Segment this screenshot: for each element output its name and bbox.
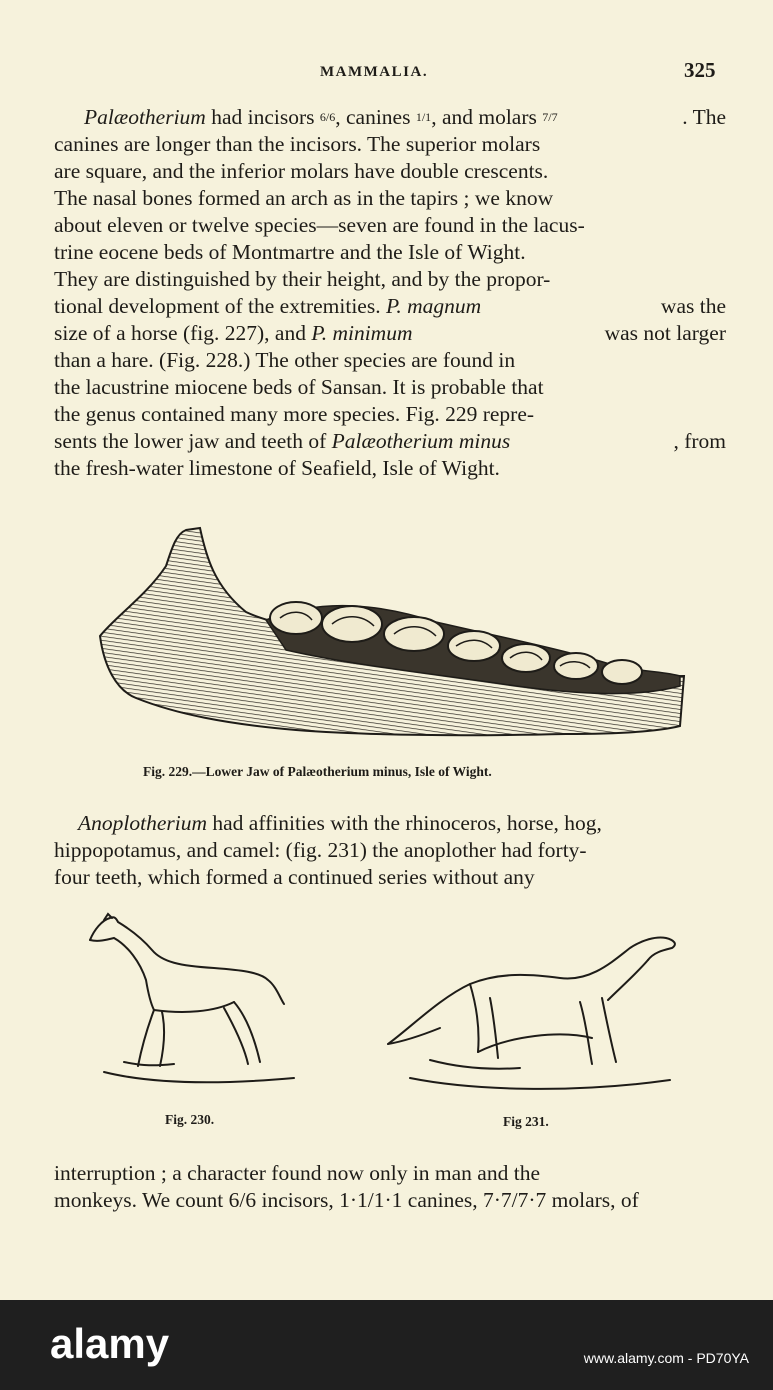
text-line bbox=[54, 320, 726, 347]
text-run: , canines bbox=[335, 105, 416, 129]
text-line: four teeth, which formed a continued series without any bbox=[54, 865, 535, 889]
running-head: MAMMALIA. bbox=[320, 64, 429, 80]
figure-caption: Fig. 230. bbox=[165, 1112, 215, 1127]
dental-formula: 1/1 bbox=[415, 110, 432, 124]
text-line: the fresh-water limestone of Seafield, Isle of Wight. bbox=[54, 456, 500, 480]
paragraph-palaeotherium bbox=[54, 104, 726, 482]
page-header bbox=[0, 58, 773, 86]
text-line bbox=[54, 293, 726, 320]
figure-caption: Fig. 229.—Lower Jaw of Palæotherium minus, Isle of Wight. bbox=[143, 764, 492, 779]
text-line: canines are longer than the incisors. The superior molars bbox=[54, 132, 541, 156]
text-run: , from bbox=[673, 429, 726, 453]
watermark-url: www.alamy.com - PD70YA bbox=[583, 1350, 749, 1366]
text-run: , and molars bbox=[431, 105, 543, 129]
dental-formula: 7/7 bbox=[542, 110, 558, 124]
animal-illustration-fig230 bbox=[84, 906, 298, 1096]
figure-caption: Fig 231. bbox=[503, 1114, 549, 1129]
text-line: They are distinguished by their height, and by the propor- bbox=[54, 267, 551, 291]
text-run: size of a horse (fig. 227), and bbox=[54, 321, 312, 345]
text-line: the genus contained many more species. Fig. 229 repre- bbox=[54, 402, 535, 426]
text-line bbox=[54, 104, 726, 131]
text-line: are square, and the inferior molars have double crescents. bbox=[54, 159, 549, 183]
text-line: hippopotamus, and camel: (fig. 231) the anoplother had forty- bbox=[54, 838, 587, 862]
svg-text:alamy: alamy bbox=[50, 1320, 170, 1367]
text-run: was not larger bbox=[604, 321, 726, 345]
text-line: trine eocene beds of Montmartre and the Isle of Wight. bbox=[54, 240, 526, 264]
text-line: monkeys. We count 6/6 incisors, 1·1/1·1 canines, 7·7/7·7 molars, of bbox=[54, 1188, 639, 1212]
text-run: tional development of the extremities. bbox=[54, 294, 386, 318]
text-line: about eleven or twelve species—seven are found in the lacus- bbox=[54, 213, 585, 237]
text-line: than a hare. (Fig. 228.) The other species are found in bbox=[54, 348, 516, 372]
animal-illustration-fig231 bbox=[380, 918, 682, 1098]
text-run: had affinities with the rhinoceros, horse, hog, bbox=[207, 811, 602, 835]
genus-name: Palæotherium bbox=[84, 105, 206, 129]
species-name: Palæotherium minus bbox=[331, 429, 511, 453]
text-run: sents the lower jaw and teeth of bbox=[54, 429, 332, 453]
text-run: had incisors bbox=[205, 105, 320, 129]
text-run: was the bbox=[660, 294, 726, 318]
alamy-logo bbox=[0, 1300, 773, 1390]
text-line bbox=[54, 810, 726, 837]
paragraph-continuation bbox=[54, 1160, 726, 1214]
text-line: interruption ; a character found now only in man and the bbox=[54, 1161, 540, 1185]
text-line bbox=[54, 428, 726, 455]
species-name: P. magnum bbox=[385, 294, 482, 318]
text-line: the lacustrine miocene beds of Sansan. It is probable that bbox=[54, 375, 544, 399]
text-run: . The bbox=[682, 105, 726, 129]
dental-formula: 6/6 bbox=[319, 110, 336, 124]
genus-name: Anoplotherium bbox=[78, 811, 207, 835]
paragraph-anoplotherium bbox=[54, 810, 726, 891]
page-number: 325 bbox=[684, 58, 716, 82]
species-name: P. minimum bbox=[311, 321, 413, 345]
lower-jaw-illustration bbox=[96, 526, 688, 742]
text-line: The nasal bones formed an arch as in the tapirs ; we know bbox=[54, 186, 554, 210]
